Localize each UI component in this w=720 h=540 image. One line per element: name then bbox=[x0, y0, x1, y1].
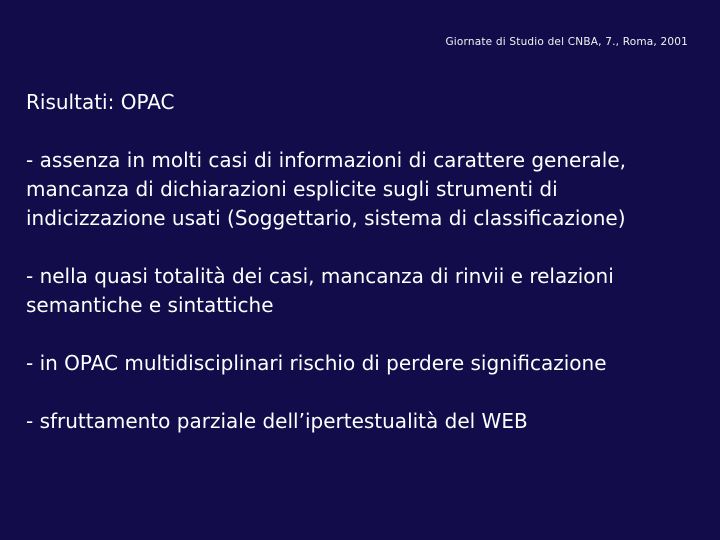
bullet-item: - assenza in molti casi di informazioni di carattere generale, mancanza di dichiarazioni esplicite sugli strumenti di indicizzazione usati (Soggettario, sistema di classificazione) bbox=[26, 148, 627, 230]
bullet-item: - nella quasi totalità dei casi, mancanza di rinvii e relazioni semantiche e sintattiche bbox=[26, 264, 614, 317]
slide-title: Risultati: OPAC bbox=[26, 90, 175, 114]
header-caption: Giornate di Studio del CNBA, 7., Roma, 2001 bbox=[445, 36, 688, 48]
bullet-item: - sfruttamento parziale dell’ipertestualità del WEB bbox=[26, 409, 528, 433]
bullet-list bbox=[26, 146, 696, 465]
bullet-item: - in OPAC multidisciplinari rischio di perdere significazione bbox=[26, 351, 607, 375]
